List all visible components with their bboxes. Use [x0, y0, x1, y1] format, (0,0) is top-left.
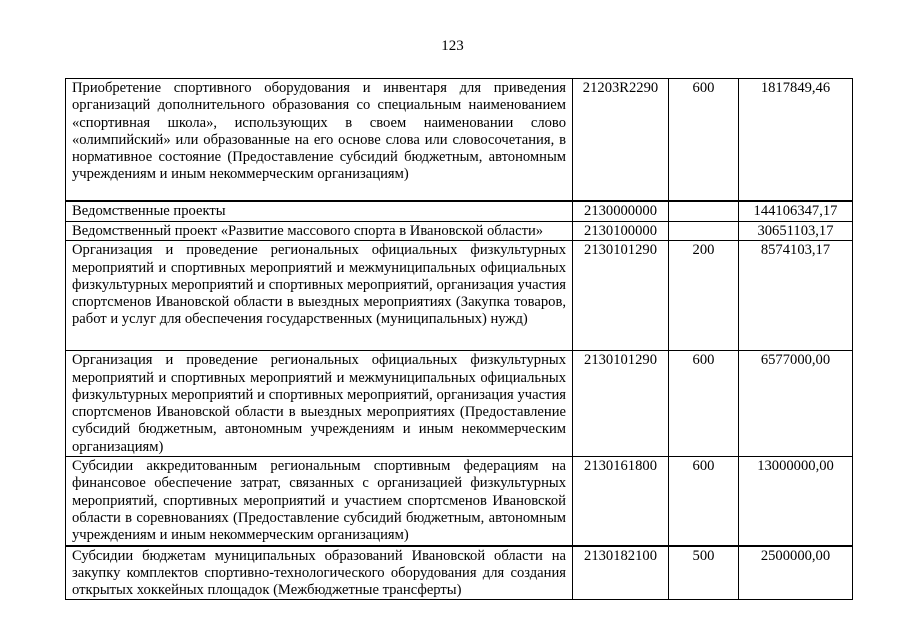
- expense-name-cell: Субсидии бюджетам муниципальных образований Ивановской области на закупку комплектов спортивно-технологического оборудования для создания открытых хоккейных площадок (Межбюджетные трансферты): [66, 546, 573, 600]
- table-row: [66, 457, 853, 546]
- expense-name-cell: Ведомственные проекты: [66, 201, 573, 222]
- target-article-code-cell: 2130161800: [573, 457, 669, 546]
- amount-cell: 2500000,00: [739, 546, 853, 600]
- expense-name-cell: Организация и проведение региональных официальных физкультурных мероприятий и спортивных мероприятий и межмуниципальных официальных физкультурных мероприятий и спортивных мероприятий, организация участия спортсменов Ивановской области в выездных мероприятиях (Закупка товаров, работ и услуг для обеспечения государственных (муниципальных) нужд): [66, 241, 573, 351]
- expense-type-code-cell: 600: [669, 351, 739, 457]
- page-number: 123: [441, 38, 464, 54]
- budget-table-body: [66, 79, 853, 600]
- amount-cell: 30651103,17: [739, 222, 853, 241]
- expense-type-code-cell: 600: [669, 457, 739, 546]
- amount-cell: 8574103,17: [739, 241, 853, 351]
- expense-type-code-cell: 500: [669, 546, 739, 600]
- expense-name-cell: Ведомственный проект «Развитие массового спорта в Ивановской области»: [66, 222, 573, 241]
- expense-name-cell: Субсидии аккредитованным региональным спортивным федерациям на финансовое обеспечение затрат, связанных с организацией физкультурных мероприятий, спортивных мероприятий и участием спортсменов Ивановской области в соревнованиях (Предоставление субсидий бюджетным, автономным учреждениям и иным некоммерческим организациям): [66, 457, 573, 546]
- expense-type-code-cell: 600: [669, 79, 739, 201]
- table-row: [66, 351, 853, 457]
- table-row: [66, 546, 853, 600]
- table-row: [66, 241, 853, 351]
- target-article-code-cell: 2130000000: [573, 201, 669, 222]
- target-article-code-cell: 21203R2290: [573, 79, 669, 201]
- amount-cell: 1817849,46: [739, 79, 853, 201]
- target-article-code-cell: 2130182100: [573, 546, 669, 600]
- expense-name-cell: Приобретение спортивного оборудования и инвентаря для приведения организаций дополнительного образования со специальным наименованием «спортивная школа», использующих в своем наименовании слово «олимпийский» или образованные на его основе слова или словосочетания, в нормативное состояние (Предоставление субсидий бюджетным, автономным учреждениям и иным некоммерческим организациям): [66, 79, 573, 201]
- table-row: [66, 79, 853, 201]
- amount-cell: 13000000,00: [739, 457, 853, 546]
- expense-name-cell: Организация и проведение региональных официальных физкультурных мероприятий и спортивных мероприятий и межмуниципальных официальных физкультурных мероприятий и спортивных мероприятий, организация участия спортсменов Ивановской области в выездных мероприятиях (Предоставление субсидий бюджетным, автономным учреждениям и иным некоммерческим организациям): [66, 351, 573, 457]
- table-row: [66, 222, 853, 241]
- budget-table: [65, 78, 853, 600]
- target-article-code-cell: 2130100000: [573, 222, 669, 241]
- target-article-code-cell: 2130101290: [573, 241, 669, 351]
- table-row: [66, 201, 853, 222]
- expense-type-code-cell: [669, 222, 739, 241]
- target-article-code-cell: 2130101290: [573, 351, 669, 457]
- amount-cell: 144106347,17: [739, 201, 853, 222]
- expense-type-code-cell: 200: [669, 241, 739, 351]
- amount-cell: 6577000,00: [739, 351, 853, 457]
- expense-type-code-cell: [669, 201, 739, 222]
